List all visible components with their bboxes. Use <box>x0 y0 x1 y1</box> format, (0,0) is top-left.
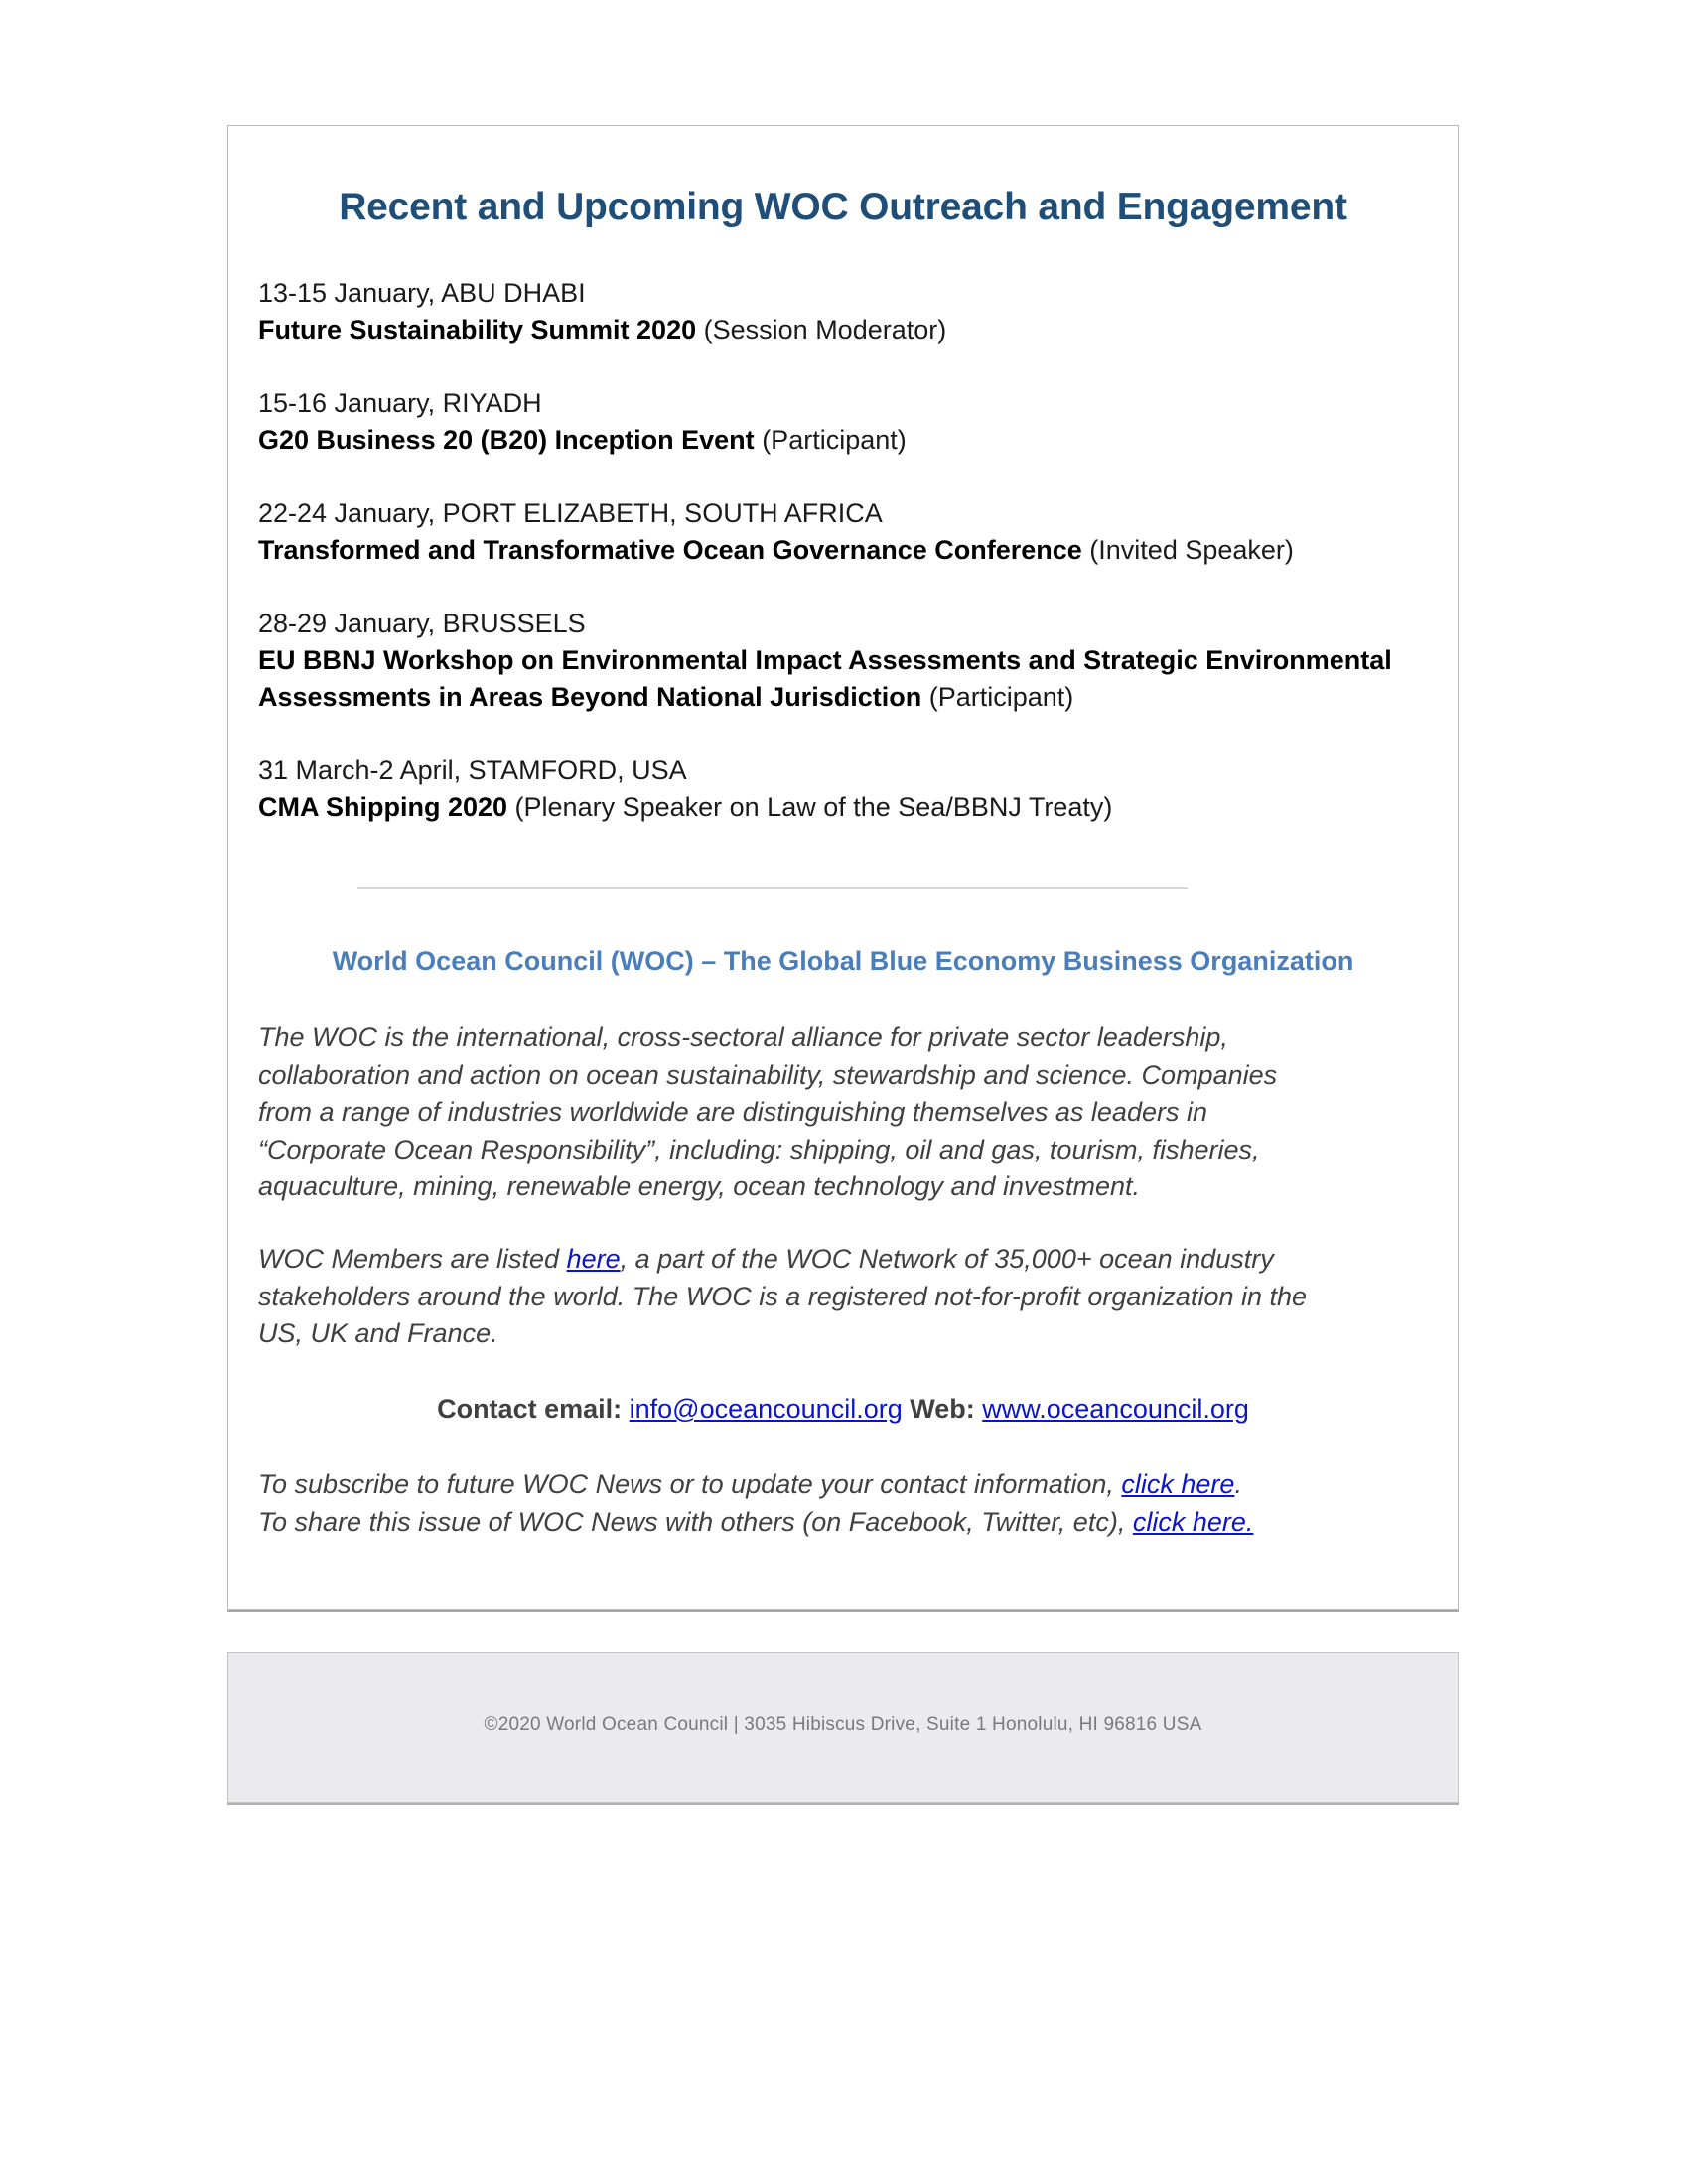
contact-email-label: Contact email: <box>437 1394 623 1424</box>
members-here-link[interactable]: here <box>566 1244 621 1274</box>
event-item <box>258 752 1430 826</box>
share-text: To share this issue of WOC News with others (on Facebook, Twitter, etc), <box>258 1506 1133 1537</box>
event-date-place: 13-15 January, ABU DHABI <box>258 278 586 308</box>
about-paragraph <box>258 1020 1430 1206</box>
event-name: CMA Shipping 2020 <box>258 792 508 822</box>
subscribe-link[interactable]: click here <box>1121 1469 1235 1499</box>
contact-email-link[interactable]: info@oceancouncil.org <box>629 1394 903 1424</box>
event-role: (Participant) <box>928 682 1074 712</box>
members-text: stakeholders around the world. The WOC is a registered not-for-profit organization in the <box>258 1281 1308 1311</box>
contact-line <box>228 1394 1458 1425</box>
subscribe-paragraph <box>258 1466 1430 1541</box>
event-role: (Plenary Speaker on Law of the Sea/BBNJ Treaty) <box>514 792 1113 822</box>
members-paragraph <box>258 1241 1430 1353</box>
members-text: WOC Members are listed <box>258 1244 567 1274</box>
share-link[interactable]: click here. <box>1132 1506 1254 1537</box>
about-line: “Corporate Ocean Responsibility”, including: shipping, oil and gas, tourism, fisheries, <box>258 1134 1260 1164</box>
event-date-place: 31 March-2 April, STAMFORD, USA <box>258 755 687 785</box>
web-label: Web: <box>910 1394 975 1424</box>
newsletter-content-box <box>227 125 1459 1610</box>
event-role: (Invited Speaker) <box>1089 535 1294 565</box>
subscribe-text-end: . <box>1234 1469 1242 1499</box>
page-title: Recent and Upcoming WOC Outreach and Engagement <box>339 186 1347 228</box>
about-line: from a range of industries worldwide are distinguishing themselves as leaders in <box>258 1097 1207 1127</box>
footer <box>227 1652 1459 1803</box>
event-name: Transformed and Transformative Ocean Governance Conference <box>258 535 1082 565</box>
website-link[interactable]: www.oceancouncil.org <box>982 1394 1249 1424</box>
event-role: (Participant) <box>762 425 907 455</box>
org-heading: World Ocean Council (WOC) – The Global Blue Economy Business Organization <box>332 946 1354 976</box>
event-date-place: 22-24 January, PORT ELIZABETH, SOUTH AFRICA <box>258 498 883 528</box>
about-line: aquaculture, mining, renewable energy, ocean technology and investment. <box>258 1171 1141 1201</box>
members-text: , a part of the WOC Network of 35,000+ ocean industry <box>620 1244 1274 1274</box>
event-item <box>258 275 1430 348</box>
event-name: Future Sustainability Summit 2020 <box>258 315 697 344</box>
event-date-place: 28-29 January, BRUSSELS <box>258 609 586 638</box>
about-line: The WOC is the international, cross-sectoral alliance for private sector leadership, <box>258 1023 1228 1052</box>
section-divider <box>357 887 1188 889</box>
events-list <box>258 275 1430 863</box>
event-name: G20 Business 20 (B20) Inception Event <box>258 425 755 455</box>
subscribe-text: To subscribe to future WOC News or to update your contact information, <box>258 1469 1122 1499</box>
members-text: US, UK and France. <box>258 1318 498 1348</box>
event-date-place: 15-16 January, RIYADH <box>258 388 542 418</box>
event-name: EU BBNJ Workshop on Environmental Impact Assessments and Strategic Environmental <box>258 645 1392 675</box>
event-name-continued: Assessments in Areas Beyond National Jurisdiction <box>258 682 922 712</box>
event-item <box>258 495 1430 569</box>
event-item <box>258 606 1430 716</box>
about-line: collaboration and action on ocean sustainability, stewardship and science. Companies <box>258 1059 1278 1090</box>
event-role: (Session Moderator) <box>703 315 947 344</box>
footer-address: ©2020 World Ocean Council | 3035 Hibiscus Drive, Suite 1 Honolulu, HI 96816 USA <box>484 1714 1202 1735</box>
event-item <box>258 385 1430 459</box>
